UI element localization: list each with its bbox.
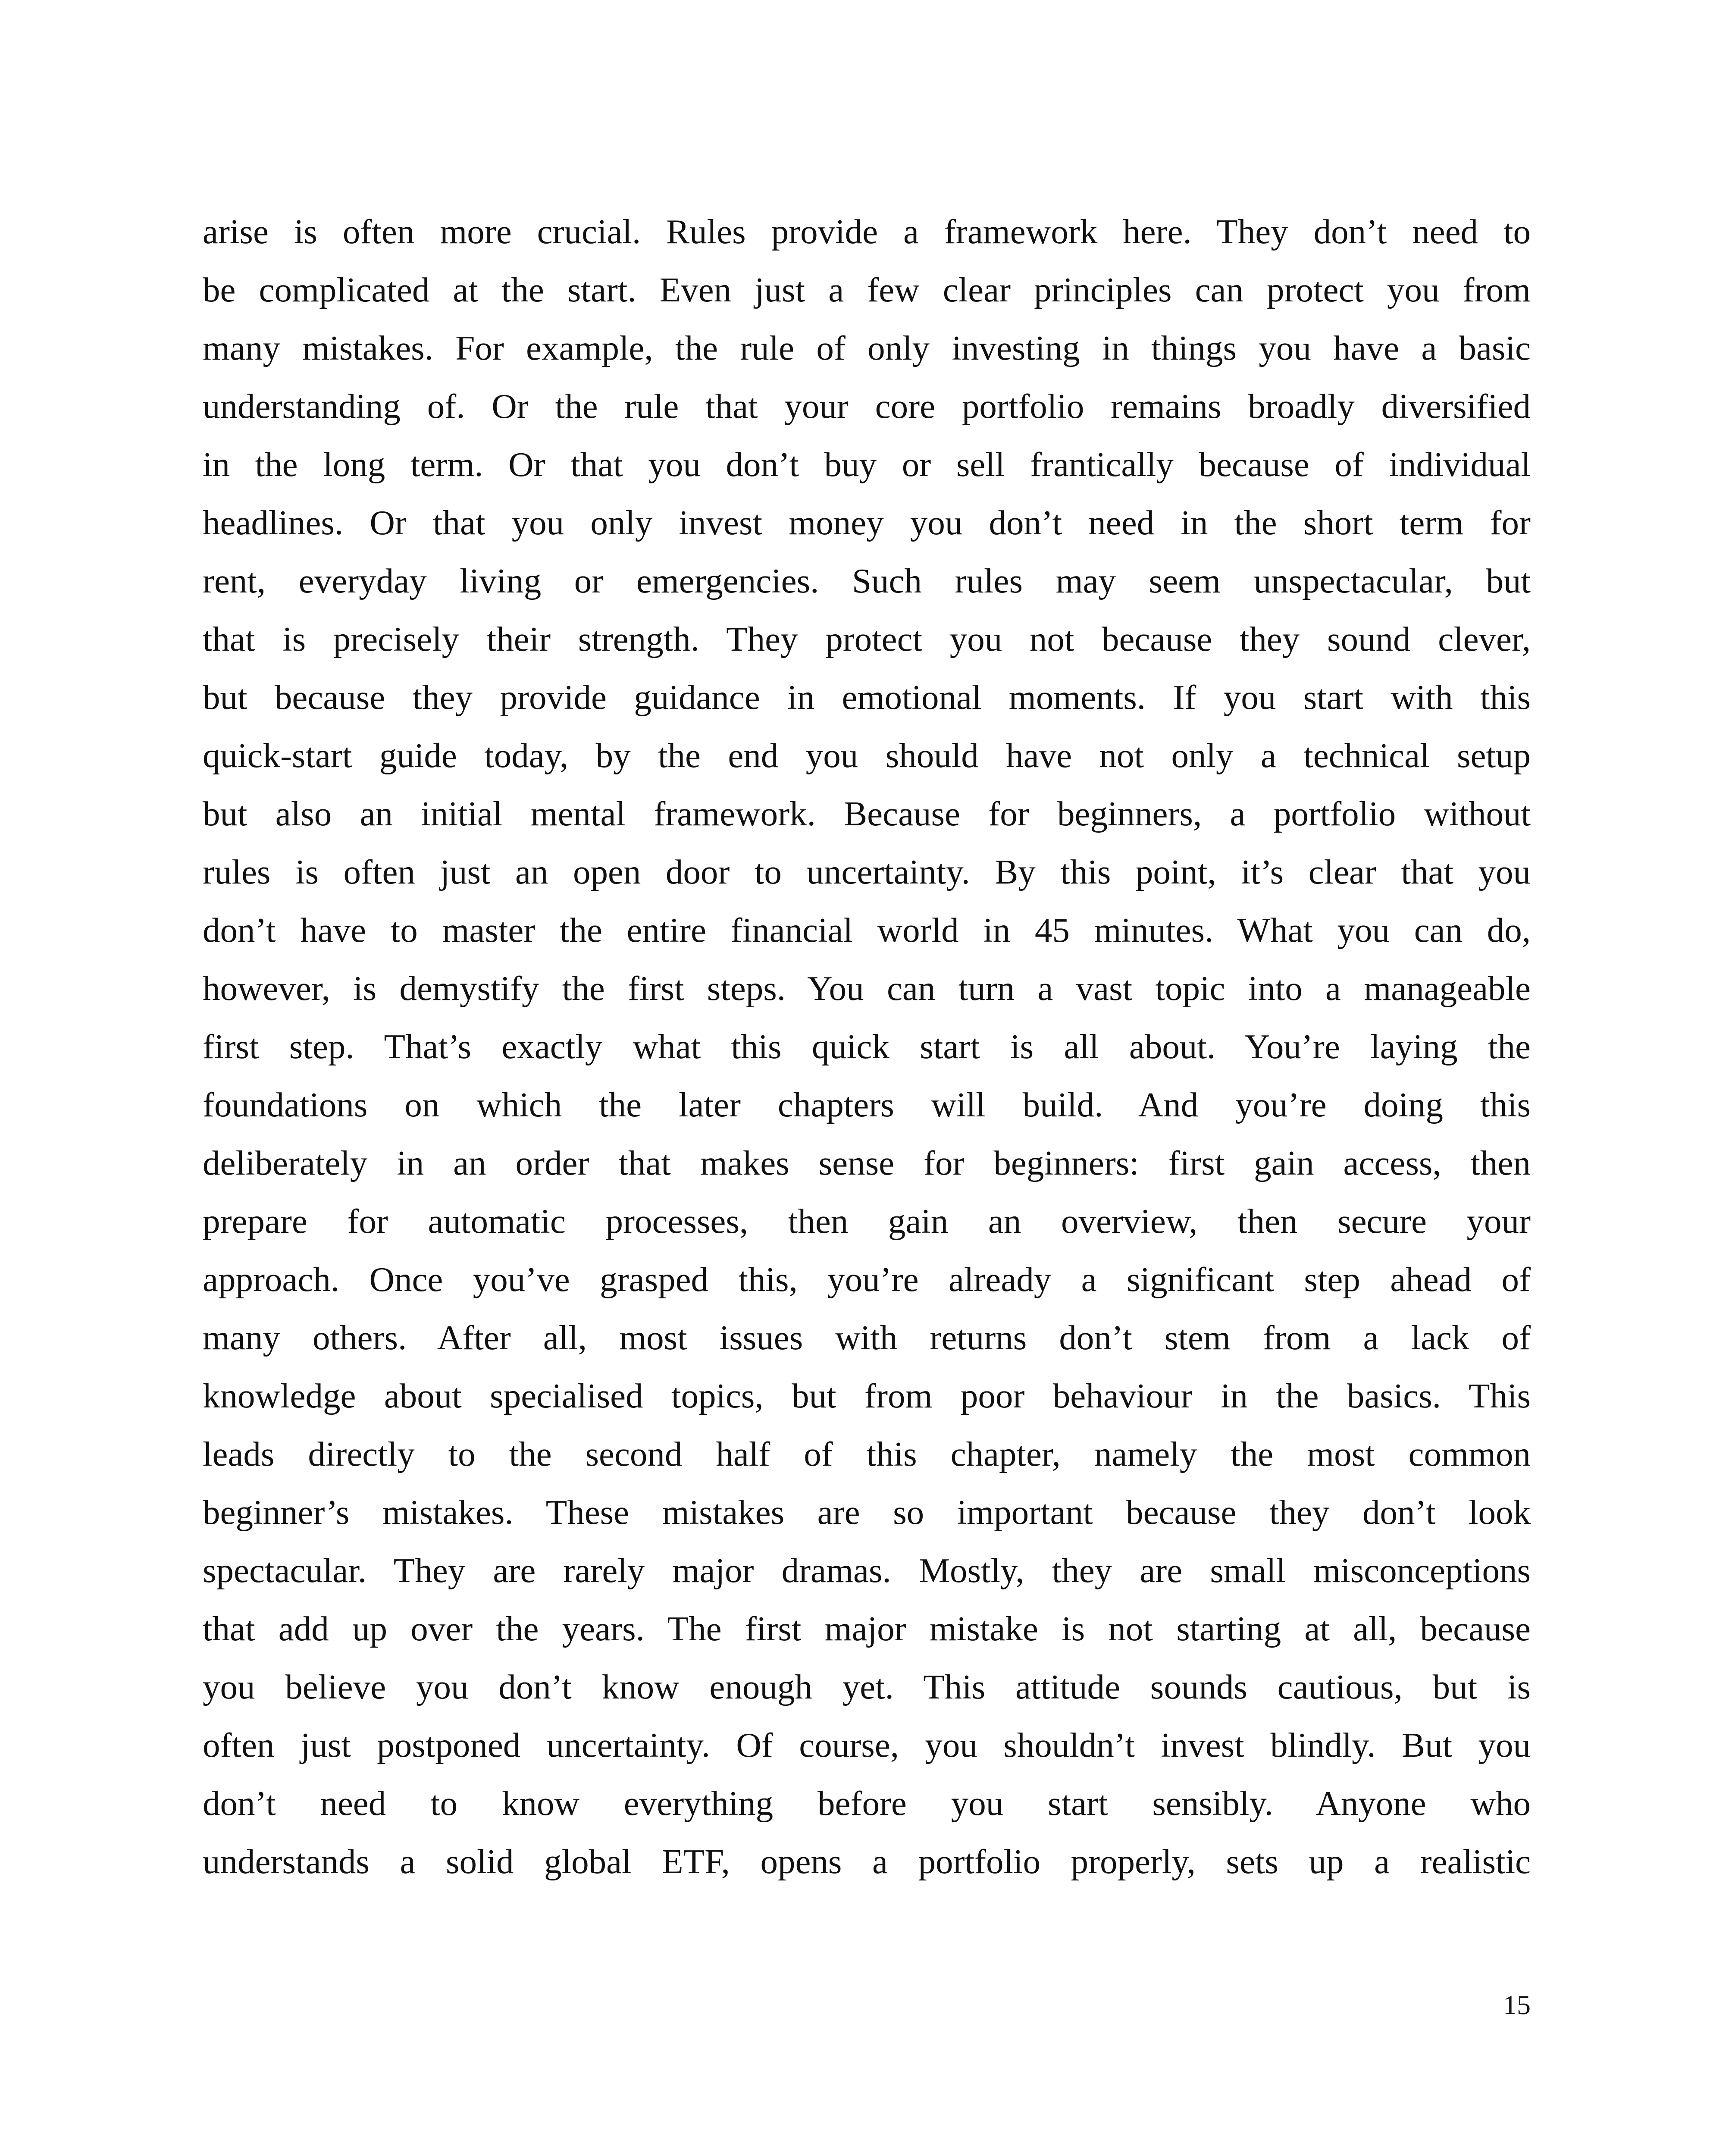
text-line: often just postponed uncertainty. Of course, you shouldn’t invest blindly. But you (203, 1726, 1531, 1764)
text-line: but also an initial mental framework. Because for beginners, a portfolio without (203, 794, 1531, 833)
text-line: that add up over the years. The first major mistake is not starting at all, because (203, 1609, 1531, 1648)
text-line: prepare for automatic processes, then gain an overview, then secure your (203, 1202, 1531, 1241)
text-line: approach. Once you’ve grasped this, you’re already a significant step ahead of (203, 1260, 1531, 1299)
text-line: don’t need to know everything before you start sensibly. Anyone who (203, 1784, 1531, 1823)
text-line: first step. That’s exactly what this quick start is all about. You’re laying the (203, 1027, 1531, 1066)
text-line: arise is often more crucial. Rules provide a framework here. They don’t need to (203, 212, 1531, 251)
body-text (203, 203, 1531, 1891)
text-line: quick-start guide today, by the end you should have not only a technical setup (203, 736, 1531, 775)
text-line: understands a solid global ETF, opens a portfolio properly, sets up a realistic (203, 1842, 1531, 1881)
text-line: that is precisely their strength. They protect you not because they sound clever, (203, 620, 1531, 658)
text-line: many mistakes. For example, the rule of only investing in things you have a basic (203, 329, 1531, 367)
text-line: in the long term. Or that you don’t buy or sell frantically because of individual (203, 445, 1531, 484)
text-line: foundations on which the later chapters will build. And you’re doing this (203, 1085, 1531, 1124)
text-line: deliberately in an order that makes sense for beginners: first gain access, then (203, 1144, 1531, 1182)
text-line: be complicated at the start. Even just a few clear principles can protect you from (203, 270, 1531, 309)
text-line: rent, everyday living or emergencies. Such rules may seem unspectacular, but (203, 561, 1531, 600)
text-line: knowledge about specialised topics, but from poor behaviour in the basics. This (203, 1376, 1531, 1415)
text-line: you believe you don’t know enough yet. This attitude sounds cautious, but is (203, 1667, 1531, 1706)
page-number: 15 (1503, 1990, 1531, 2020)
text-line: understanding of. Or the rule that your core portfolio remains broadly diversified (203, 387, 1531, 426)
text-line: leads directly to the second half of this chapter, namely the most common (203, 1435, 1531, 1473)
text-line: but because they provide guidance in emotional moments. If you start with this (203, 678, 1531, 717)
text-line: however, is demystify the first steps. You can turn a vast topic into a manageable (203, 969, 1531, 1008)
text-line: headlines. Or that you only invest money you don’t need in the short term for (203, 503, 1531, 542)
text-line: beginner’s mistakes. These mistakes are so important because they don’t look (203, 1493, 1531, 1532)
text-line: many others. After all, most issues with returns don’t stem from a lack of (203, 1318, 1531, 1357)
text-line: rules is often just an open door to uncertainty. By this point, it’s clear that you (203, 852, 1531, 891)
text-line: don’t have to master the entire financial world in 45 minutes. What you can do, (203, 911, 1531, 950)
text-line: spectacular. They are rarely major dramas. Mostly, they are small misconceptions (203, 1551, 1531, 1590)
